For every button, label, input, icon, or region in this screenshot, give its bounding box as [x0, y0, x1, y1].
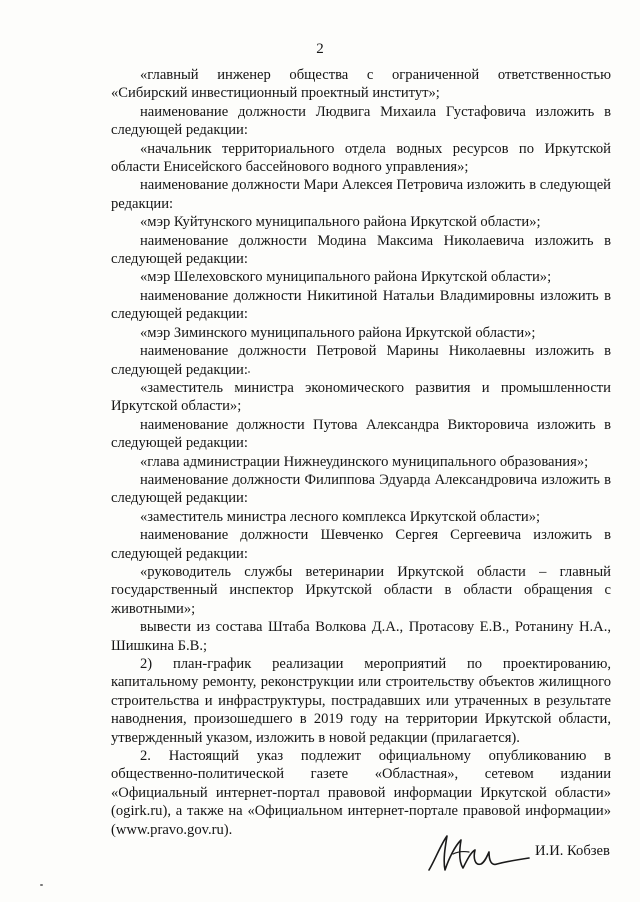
scan-artifact	[248, 371, 250, 373]
signature-block	[415, 830, 615, 880]
paragraph: «заместитель министра лесного комплекса Иркутской области»;	[140, 508, 541, 525]
page-number: 2	[316, 41, 324, 57]
paragraph: «глава администрации Нижнеудинского муниципального образования»;	[140, 453, 589, 470]
paragraph: наименование должности Людвига Михаила Густафовича изложить в следующей редакции:	[111, 103, 611, 139]
paragraph: наименование должности Никитиной Натальи Владимировны изложить в следующей редакции:	[111, 287, 611, 323]
paragraph: «руководитель службы ветеринарии Иркутской области – главный государственный инспектор Иркутской области в области обращения с животными»;	[111, 563, 611, 617]
signer-name: И.И. Кобзев	[535, 843, 610, 859]
paragraph: наименование должности Филиппова Эдуарда Александровича изложить в следующей редакции:	[111, 471, 611, 507]
paragraph: «мэр Зиминского муниципального района Иркутской области»;	[140, 324, 536, 341]
paragraph: наименование должности Шевченко Сергея Сергеевича изложить в следующей редакции:	[111, 527, 611, 562]
paragraph: «мэр Куйтунского муниципального района Иркутской области»;	[140, 214, 541, 231]
paragraph: 2) план-график реализации мероприятий по проектированию, капитальному ремонту, реконструкции или строительству объектов жилищного строительства и инфраструктуры, пострадавших или утраченных в результате наводнения, произошедшего в 2019 году на территории Иркутской области, утвержденный указом, изложить в новой редакции (прилагается).	[111, 656, 611, 746]
paragraph: наименование должности Мари Алексея Петровича изложить в следующей редакции:	[111, 177, 611, 212]
paragraph: «заместитель министра экономического развития и промышленности Иркутской области»;	[111, 379, 611, 415]
scan-artifact	[40, 884, 43, 886]
paragraph: 2. Настоящий указ подлежит официальному опубликованию в общественно-политической газете «Областная», сетевом издании «Официальный интернет-портал правовой информации Иркутской области» (ogirk.ru), а также на «Официальном интернет-портале правовой информации» (www.pravo.gov.ru).	[111, 748, 611, 838]
paragraph: наименование должности Модина Максима Николаевича изложить в следующей редакции:	[111, 232, 611, 268]
handwritten-signature	[423, 830, 533, 876]
paragraph: «начальник территориального отдела водных ресурсов по Иркутской области Енисейского бассейнового водного управления»;	[111, 140, 611, 176]
paragraph: «главный инженер общества с ограниченной ответственностью «Сибирский инвестиционный проектный институт»;	[111, 67, 611, 102]
paragraph: наименование должности Петровой Марины Николаевны изложить в следующей редакции:	[111, 343, 611, 378]
document-body	[111, 66, 611, 839]
paragraph: наименование должности Путова Александра Викторовича изложить в следующей редакции:	[111, 416, 611, 452]
paragraph: «мэр Шелеховского муниципального района Иркутской области»;	[140, 269, 552, 286]
paragraph: вывести из состава Штаба Волкова Д.А., Протасову Е.В., Ротанину Н.А., Шишкина Б.В.;	[111, 619, 611, 654]
